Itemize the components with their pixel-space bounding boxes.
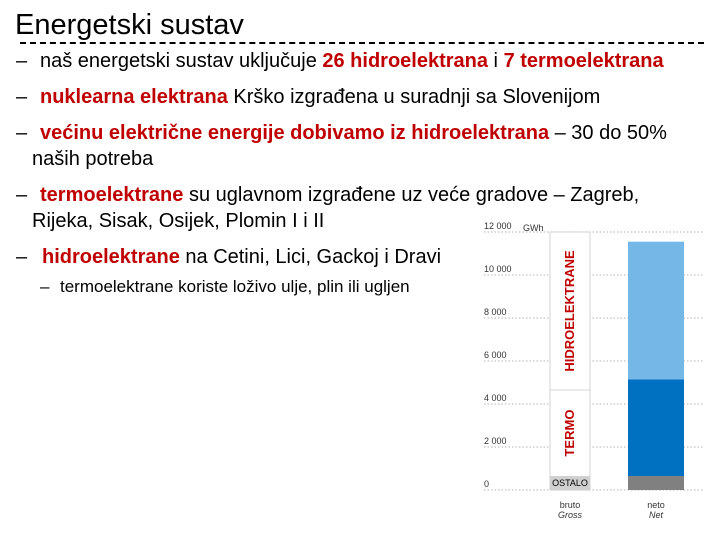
bullet-continuation: Rijeka, Sisak, Osijek, Plomin I i II xyxy=(32,210,325,232)
bullet-dash: – xyxy=(16,50,28,72)
x-category-label: neto xyxy=(647,500,665,510)
bullet-segment: Krško izgrađena u suradnji sa Slovenijom xyxy=(227,86,601,108)
sub-bullet-text: termoelektrane koriste loživo ulje, plin ili ugljen xyxy=(60,277,410,296)
x-category-label: bruto xyxy=(559,500,581,510)
bullet-segment: na Cetini, Lici, Gackoj i Dravi xyxy=(179,246,442,268)
x-category-sublabel: Net xyxy=(648,510,664,520)
bullet-emphasis: 7 termoelektrana xyxy=(503,50,664,72)
y-unit-label: GWh xyxy=(523,223,544,233)
y-tick-label: 8 000 xyxy=(484,307,507,317)
sub-bullet xyxy=(40,276,410,298)
bullet-emphasis: 26 hidroelektrana xyxy=(322,50,488,72)
slide-title: Energetski sustav xyxy=(15,9,244,41)
bullet-dash: – xyxy=(16,184,28,206)
y-tick-label: 4 000 xyxy=(484,393,507,403)
bullet-text xyxy=(40,182,639,208)
hydro-vertical-label: HIDROELEKTRANE xyxy=(562,250,577,372)
y-tick-label: 6 000 xyxy=(484,350,507,360)
bullet-segment: su uglavnom izgrađene uz veće gradove – Zagreb, xyxy=(183,184,640,206)
bullet-text xyxy=(40,120,667,146)
bullet-segment: – 30 do 50% xyxy=(549,122,667,144)
bullet-segment: naš energetski sustav uključuje xyxy=(40,50,323,72)
energy-chart xyxy=(476,216,712,532)
ostalo-label: OSTALO xyxy=(552,478,588,489)
neto-bar-segment xyxy=(628,379,684,476)
y-tick-label: 10 000 xyxy=(484,264,512,274)
bullet-text xyxy=(42,244,441,270)
bullet-emphasis: većinu električne energije dobivamo iz hidroelektrana xyxy=(40,122,550,144)
bullet-emphasis: nuklearna elektrana xyxy=(40,86,228,108)
neto-bar-segment xyxy=(628,476,684,490)
neto-bar-segment xyxy=(628,242,684,380)
bullet-continuation: naših potreba xyxy=(32,148,154,170)
bullet-dash: – xyxy=(16,86,28,108)
bullet-dash: – xyxy=(16,122,28,144)
sub-bullet-dash: – xyxy=(40,277,50,296)
y-tick-label: 2 000 xyxy=(484,436,507,446)
bullet-segment: i xyxy=(488,50,504,72)
y-tick-label: 0 xyxy=(484,479,490,489)
bullet-emphasis: hidroelektrane xyxy=(42,246,180,268)
x-category-sublabel: Gross xyxy=(557,510,583,520)
bullet-emphasis: termoelektrane xyxy=(40,184,184,206)
bullet-dash: – xyxy=(16,246,28,268)
thermo-vertical-label: TERMO xyxy=(562,409,577,457)
bullet-text xyxy=(40,48,664,74)
y-tick-label: 12 000 xyxy=(484,221,512,231)
title-underline xyxy=(20,42,704,44)
bullet-text xyxy=(40,84,600,110)
energy-chart-svg xyxy=(476,216,712,532)
